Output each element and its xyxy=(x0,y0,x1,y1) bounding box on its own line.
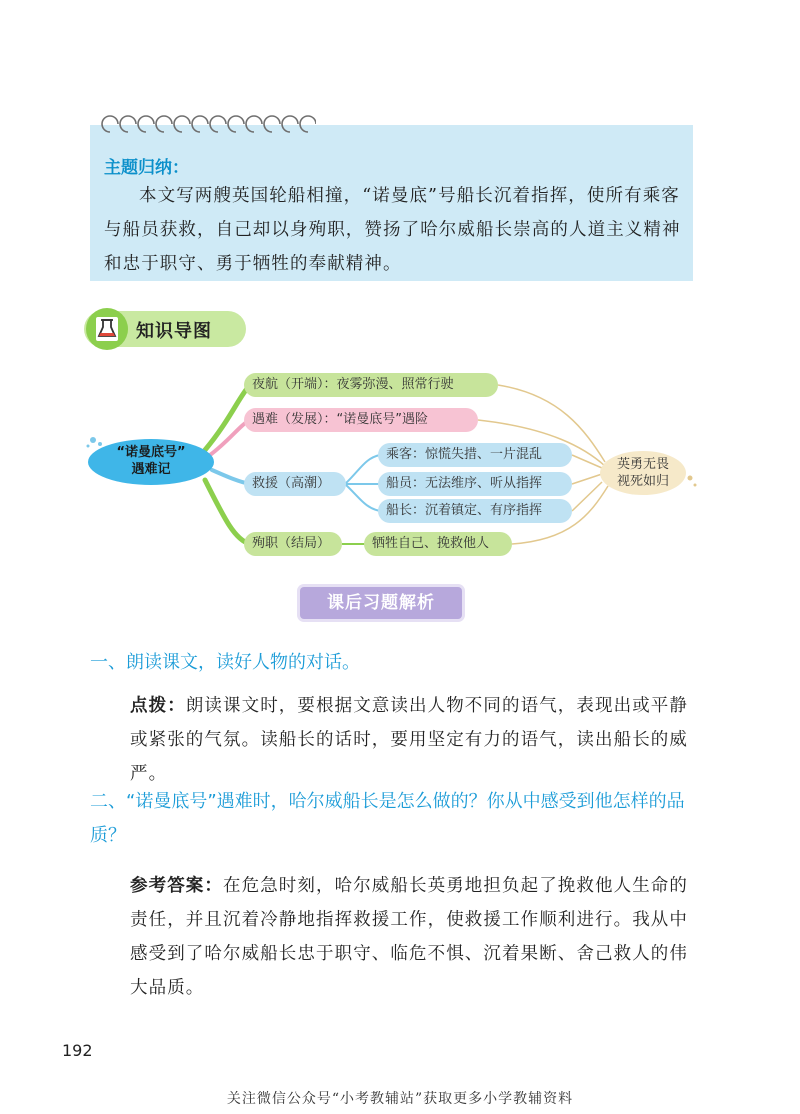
branch-disaster: 遇难（发展）：“诺曼底号”遇险 xyxy=(244,408,478,432)
knowledge-map-heading: 知识导图 xyxy=(136,321,212,342)
conclusion-line-1: 英勇无畏 xyxy=(616,457,669,472)
flask-icon xyxy=(86,308,128,350)
spiral-rings-decoration xyxy=(96,112,316,138)
answer-2-label: 参考答案： xyxy=(130,876,223,896)
mind-map-conclusion-node xyxy=(600,451,686,495)
answer-2 xyxy=(130,869,700,1005)
exercise-analysis-banner: 课后习题解析 xyxy=(300,587,462,619)
footer-note: 关注微信公众号“小考教辅站”获取更多小学教辅资料 xyxy=(226,1091,574,1107)
answer-1 xyxy=(130,689,700,791)
branch-rescue: 救援（高潮） xyxy=(244,472,346,496)
answer-1-label: 点拨： xyxy=(130,696,186,716)
question-2: 二、“诺曼底号”遇难时，哈尔威船长是怎么做的？你从中感受到他怎样的品质？ xyxy=(90,791,685,846)
answer-2-text: 在危急时刻，哈尔威船长英勇地担负起了挽救他人生命的责任，并且沉着冷静地指挥救援工作，使救援工作顺利进行。我从中感受到了哈尔威船长忠于职守、临危不惧、沉着果断、舍己救人的伟大品质。 xyxy=(130,876,688,998)
branch-martyrdom: 殉职（结局） xyxy=(244,532,342,556)
rescue-detail-captain: 船长：沉着镇定、有序指挥 xyxy=(378,499,572,523)
rescue-detail-passengers: 乘客：惊慌失措、一片混乱 xyxy=(378,443,572,467)
center-node-line-2: 遇难记 xyxy=(131,462,171,477)
rescue-detail-crew: 船员：无法维序、听从指挥 xyxy=(378,472,572,496)
conclusion-line-2: 视死如归 xyxy=(616,474,669,489)
center-node-line-1: “诺曼底号” xyxy=(116,445,186,460)
theme-summary-title: 主题归纳： xyxy=(104,158,189,178)
end-detail-sacrifice: 牺牲自己、挽救他人 xyxy=(364,532,512,556)
page-number: 192 xyxy=(62,1041,93,1060)
mind-map-center-node xyxy=(88,439,214,485)
branch-night-voyage: 夜航（开端）：夜雾弥漫、照常行驶 xyxy=(244,373,498,397)
theme-summary-body: 本文写两艘英国轮船相撞，“诺曼底”号船长沉着指挥，使所有乘客与船员获救，自己却以身殉职，赞扬了哈尔威船长崇高的人道主义精神和忠于职守、勇于牺牲的奉献精神。 xyxy=(104,186,681,274)
question-1: 一、朗读课文，读好人物的对话。 xyxy=(90,652,360,673)
answer-1-text: 朗读课文时，要根据文意读出人物不同的语气，表现出或平静或紧张的气氛。读船长的话时，要用坚定有力的语气，读出船长的威严。 xyxy=(130,696,689,784)
